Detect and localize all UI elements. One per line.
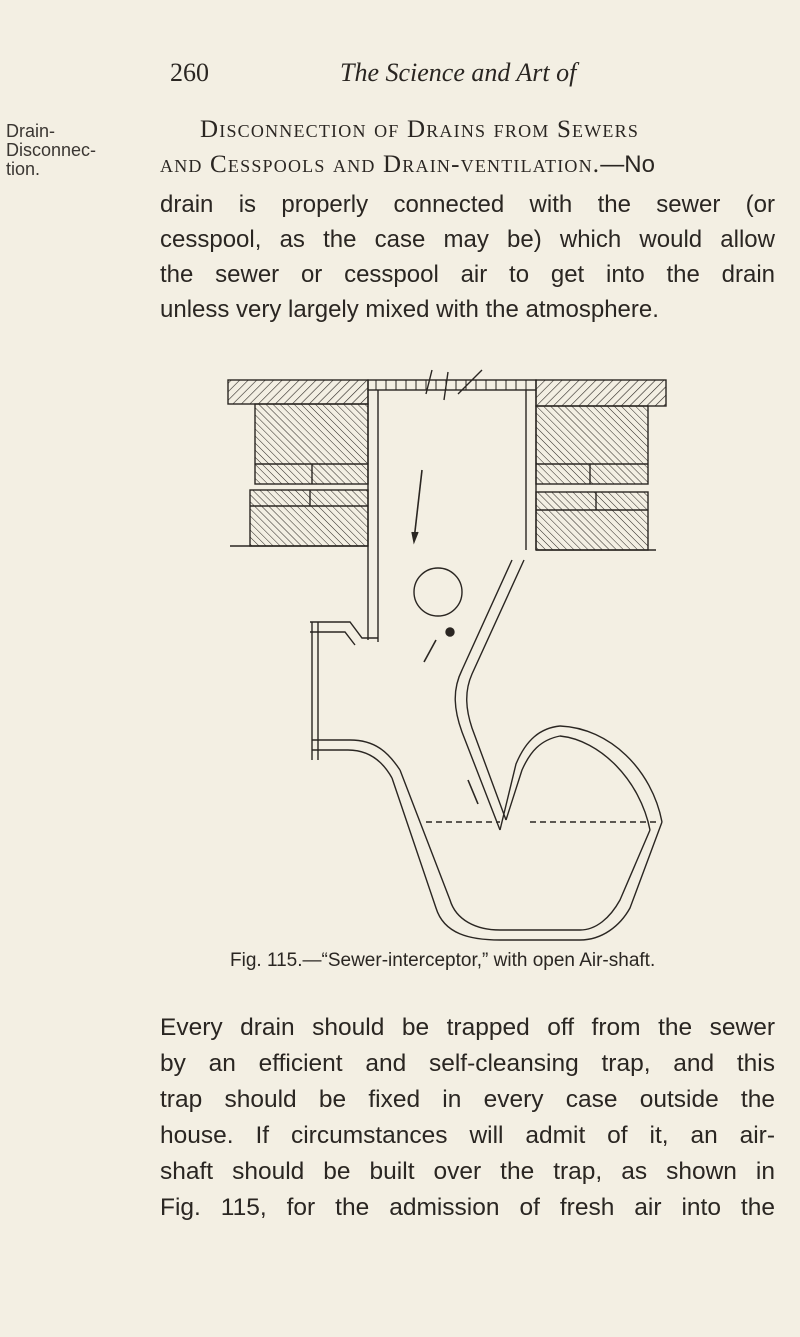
section-heading-line: Disconnection of Drains from Sewers: [200, 116, 640, 143]
margin-note-line: tion.: [6, 159, 41, 179]
page-header: [170, 58, 630, 98]
paragraph-1: [160, 187, 775, 327]
section-heading-caps: and Cesspools and Drain-ventilation.: [160, 151, 601, 178]
section-heading-rest: —No: [600, 151, 655, 178]
paragraph-line: house. If circumstances will admit of it, an air-: [160, 1122, 775, 1149]
page-number: 260: [170, 58, 209, 87]
paragraph-line: shaft should be built over the trap, as shown in: [160, 1158, 775, 1185]
figure-caption: Fig. 115.—“Sewer-interceptor,” with open Air-shaft.: [230, 950, 656, 971]
margin-note: [6, 122, 126, 179]
margin-note-line: Drain-: [6, 121, 56, 141]
paragraph-line: by an efficient and self-cleansing trap, and this: [160, 1050, 775, 1077]
section-heading-line: [160, 147, 780, 182]
paragraph-line: unless very largely mixed with the atmosphere.: [160, 296, 659, 323]
section-heading: [160, 112, 780, 182]
paragraph-line: drain is properly connected with the sewer (or: [160, 191, 775, 218]
paragraph-line: cesspool, as the case may be) which would allow: [160, 226, 775, 253]
paragraph-line: the sewer or cesspool air to get into the drain: [160, 261, 775, 288]
paragraph-line: Fig. 115, for the admission of fresh air into the: [160, 1194, 775, 1221]
sewer-interceptor-figure: [200, 360, 680, 950]
margin-note-line: Disconnec-: [6, 140, 97, 160]
running-head: The Science and Art of: [340, 58, 577, 87]
paragraph-2: [160, 1010, 775, 1226]
paragraph-line: Every drain should be trapped off from the sewer: [160, 1014, 775, 1041]
paragraph-line: trap should be fixed in every case outside the: [160, 1086, 775, 1113]
sewer-interceptor-drawing: [200, 360, 680, 950]
